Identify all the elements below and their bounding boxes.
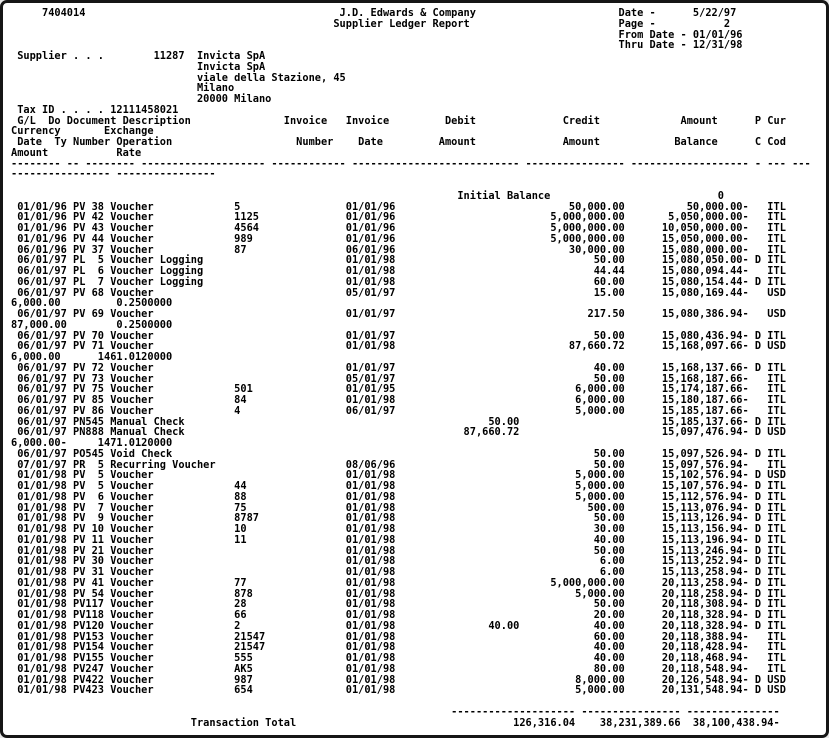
ledger-row: 01/01/98 PV117 Voucher 28 01/01/98 50.00 20,118,308.94- D ITL <box>11 598 786 611</box>
ledger-row: 06/01/97 PV 72 Voucher 01/01/97 40.00 15,168,137.66- D ITL <box>11 361 786 374</box>
ledger-row: 06/01/97 PN545 Manual Check 50.00 15,185,137.66- D ITL <box>11 415 786 428</box>
ledger-row: 01/01/98 PV422 Voucher 987 01/01/98 8,000.00 20,126,548.94- D USD <box>11 673 786 686</box>
ledger-row: 06/01/97 PL 6 Voucher Logging 01/01/98 44.44 15,080,094.44- ITL <box>11 265 786 277</box>
total-separator-line: -------------------- ---------------- --------------- <box>11 705 780 718</box>
ledger-row: 01/01/96 PV 42 Voucher 1125 01/01/96 5,000,000.00 5,050,000.00- ITL <box>11 211 786 224</box>
ledger-row: 06/01/97 PV 68 Voucher 05/01/97 15.00 15,080,169.44- USD <box>11 286 786 299</box>
report-title-line: Supplier Ledger Report Page - 2 <box>11 17 731 30</box>
ledger-row: 06/01/97 PV 73 Voucher 05/01/97 50.00 15,168,187.66- ITL <box>11 372 786 385</box>
report-title-line: Thru Date - 12/31/98 <box>11 39 743 52</box>
ledger-row: 01/01/96 PV 44 Voucher 989 01/01/96 5,000,000.00 15,050,000.00- ITL <box>11 232 786 245</box>
report-title-line: 7404014 J.D. Edwards & Company Date - 5/22/97 <box>11 7 737 19</box>
exchange-wrap-line: 6,000.00 0.2500000 <box>11 297 173 310</box>
address-line: Milano <box>11 82 235 95</box>
column-header-line: Date Ty Number Operation Number Date Amount Amount Balance C Cod <box>11 136 786 148</box>
ledger-row: 06/01/96 PV 37 Voucher 87 06/01/96 30,000.00 15,080,000.00- ITL <box>11 243 786 256</box>
exchange-wrap-line: 6,000.00 1461.0120000 <box>11 351 173 363</box>
address-line: 20000 Milano <box>11 93 272 105</box>
ledger-row: 06/01/97 PO545 Void Check 50.00 15,097,526.94- D ITL <box>11 447 786 460</box>
ledger-row: 06/01/97 PV 75 Voucher 501 01/01/95 6,000.00 15,174,187.66- ITL <box>11 383 786 396</box>
ledger-row: 01/01/98 PV155 Voucher 555 01/01/98 40.00 20,118,468.94- ITL <box>11 652 786 664</box>
ledger-row: 01/01/98 PV 11 Voucher 11 01/01/98 40.00 15,113,196.94- D ITL <box>11 533 786 546</box>
ledger-row: 06/01/97 PV 70 Voucher 01/01/97 50.00 15,080,436.94- D ITL <box>11 329 786 342</box>
ledger-row: 01/01/98 PV153 Voucher 21547 01/01/98 60.00 20,118,388.94- ITL <box>11 630 786 643</box>
ledger-row: 01/01/96 PV 38 Voucher 5 01/01/96 50,000.00 50,000.00- ITL <box>11 200 786 213</box>
ledger-row: 01/01/98 PV 54 Voucher 878 01/01/98 5,000.00 20,118,258.94- D ITL <box>11 587 786 600</box>
separator-line: -------- -- -------- -------------------- ------------ --------------------------- ---------------- ------------------- - --- --- <box>11 157 811 170</box>
ledger-row: 01/01/98 PV 5 Voucher 44 01/01/98 5,000.00 15,107,576.94- D ITL <box>11 480 786 492</box>
ledger-row: 01/01/98 PV 9 Voucher 8787 01/01/98 50.00 15,113,126.94- D ITL <box>11 512 786 525</box>
ledger-row: 01/01/98 PV 41 Voucher 77 01/01/98 5,000,000.00 20,113,258.94- D ITL <box>11 576 786 589</box>
exchange-wrap-line: 6,000.00- 1471.0120000 <box>11 437 173 449</box>
ledger-row: 01/01/98 PV 5 Voucher 01/01/98 5,000.00 15,102,576.94- D USD <box>11 469 786 482</box>
column-header-line: Currency Exchange <box>11 125 154 138</box>
column-header-line: Amount Rate <box>11 146 142 159</box>
ledger-row: 06/01/97 PV 86 Voucher 4 06/01/97 5,000.00 15,185,187.66- ITL <box>11 404 786 417</box>
ledger-row: 01/01/98 PV120 Voucher 2 01/01/98 40.00 40.00 20,118,328.94- D ITL <box>11 619 786 632</box>
transaction-total-line: Transaction Total 126,316.04 38,231,389.66 38,100,438.94- <box>11 716 780 729</box>
ledger-row: 01/01/98 PV154 Voucher 21547 01/01/98 40.00 20,118,428.94- ITL <box>11 641 786 654</box>
ledger-row: 06/01/97 PV 85 Voucher 84 01/01/98 6,000.00 15,180,187.66- ITL <box>11 394 786 406</box>
tax-id-line: Tax ID . . . . 12111458021 <box>11 103 179 116</box>
address-line: Invicta SpA <box>11 60 266 73</box>
ledger-row: 06/01/97 PL 7 Voucher Logging 01/01/98 60.00 15,080,154.44- D ITL <box>11 275 786 288</box>
ledger-row: 01/01/98 PV 10 Voucher 10 01/01/98 30.00 15,113,156.94- D ITL <box>11 523 786 535</box>
ledger-row: 01/01/98 PV 30 Voucher 01/01/98 6.00 15,113,252.94- D ITL <box>11 555 786 568</box>
supplier-ledger-report <box>11 8 826 728</box>
ledger-row: 01/01/98 PV423 Voucher 654 01/01/98 5,000.00 20,131,548.94- D USD <box>11 684 786 697</box>
column-header-line: G/L Do Document Description Invoice Invoice Debit Credit Amount P Cur <box>11 114 786 127</box>
ledger-row: 07/01/97 PR 5 Recurring Voucher 08/06/96 50.00 15,097,576.94- ITL <box>11 458 786 471</box>
separator-line: ---------------- ---------------- <box>11 168 216 181</box>
ledger-row: 01/01/98 PV 31 Voucher 01/01/98 6.00 15,113,258.94- D ITL <box>11 566 786 578</box>
ledger-row: 06/01/97 PV 69 Voucher 01/01/97 217.50 15,080,386.94- USD <box>11 308 786 320</box>
ledger-row: 01/01/96 PV 43 Voucher 4564 01/01/96 5,000,000.00 10,050,000.00- ITL <box>11 222 786 234</box>
address-line: viale della Stazione, 45 <box>11 71 346 84</box>
ledger-row: 01/01/98 PV 21 Voucher 01/01/98 50.00 15,113,246.94- D ITL <box>11 544 786 557</box>
ledger-row: 06/01/97 PL 5 Voucher Logging 01/01/98 50.00 15,080,050.00- D ITL <box>11 254 786 267</box>
supplier-line: Supplier . . . 11287 Invicta SpA <box>11 50 266 62</box>
ledger-row: 01/01/98 PV118 Voucher 66 01/01/98 20.00 20,118,328.94- D ITL <box>11 609 786 621</box>
initial-balance-line: Initial Balance 0 <box>11 189 724 202</box>
ledger-row: 01/01/98 PV 6 Voucher 88 01/01/98 5,000.00 15,112,576.94- D ITL <box>11 490 786 503</box>
ledger-row: 06/01/97 PN888 Manual Check 87,660.72 15,097,476.94- D USD <box>11 426 786 439</box>
ledger-row: 06/01/97 PV 71 Voucher 01/01/98 87,660.72 15,168,097.66- D USD <box>11 340 786 353</box>
exchange-wrap-line: 87,000.00 0.2500000 <box>11 318 173 331</box>
ledger-row: 01/01/98 PV247 Voucher AK5 01/01/98 80.00 20,118,548.94- ITL <box>11 662 786 675</box>
ledger-row: 01/01/98 PV 7 Voucher 75 01/01/98 500.00 15,113,076.94- D ITL <box>11 501 786 514</box>
report-title-line: From Date - 01/01/96 <box>11 28 743 41</box>
